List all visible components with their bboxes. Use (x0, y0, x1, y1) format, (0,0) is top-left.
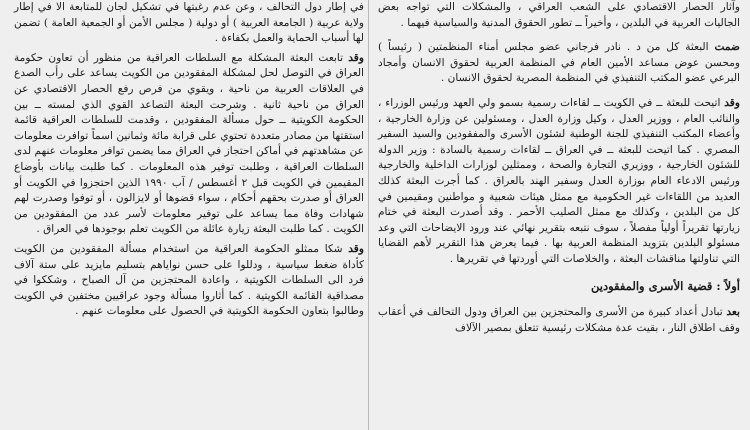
paragraph (14, 51, 364, 238)
left-column (14, 0, 364, 320)
paragraph-text: اتيحت للبعثة ــ في الكويت ــ لقاءات رسمية بسمو ولي العهد ورئيس الوزراء ، والنائب العام ، ووزير العدل ، وكيل وزارة العدل ، ومسئولين عن وزارة الخارجية ، وأعضاء المكتب التنفيذي للجنة الوطنية لشئون الأسرى والمفقودين والسيد السفير المصري . كما اتيحت للبعثة ــ في العراق ــ لقاءات رسمية بالسادة : وزير الدولة للشئون الخارجية ، ووزيري التجارة والصحة ، وممثلين لوزارات الداخلية والخارجية ورئيس الادعاء العام بوزارة العدل وسفير الهند بالعراق . كما أجرت البعثة كذلك العديد من اللقاءات غير الحكومية مع ممثل هيئات شعبية و مواطنين ومقيمين في كل من البلدين ، وكذلك مع ممثل الصليب الأحمر . وقد أصدرت البعثة في ختام زيارتها تقريراً أولياً مفصلاً ، سوف نتبعه بتقرير نهائي عند ورود الايضاحات التي وعد مسئولو البلدين بتزويد المنظمة العربية بها . فيما يعرض هذا التقرير لأهم القضايا التي تناولتها مناقشات البعثة ، والخلاصات التي أوردتها في تقريرها . (378, 96, 740, 265)
paragraph: وآثار الحصار الاقتصادي على الشعب العراقي ، والمشكلات التي تواجه بعض الجاليات العربية في البلدين ، وأخيراً ــ تطور الحقوق المدنية والسياسية فيهما . (378, 1, 740, 29)
paragraph: في إطار دول التحالف ، وعن عدم رغبتها في تشكيل لجان للمتابعة الا في إطار ولاية عربية ( الجامعة العربية ) أو دولية ( مجلس الأمن أو الجمعية العامة ) تضمن لها أسباب الحماية والعمل بكفاءة . (14, 1, 364, 45)
lead-word: وقد (724, 96, 740, 109)
paragraph-text: شكا ممثلو الحكومة العراقية من استخدام مسألة المفقودين من الكويت كأداة ضغط سياسية ، ودللوا على حسن نواياهم بتسليم مايزيد على ستة آلاف فرد الى السلطات الكويتية ، واعادة المحتجزين من آل الصباح ، وشككوا في مصداقية القائمة الكويتية . كما أثاروا مسألة وجود عراقيين مختفين في الكويت وطالبوا بتعاون الحكومة الكويتية في الحصول على معلومات عنهم . (14, 242, 364, 318)
paragraph (378, 305, 740, 336)
lead-word: وقد (348, 242, 364, 255)
lead-word: ضمت (714, 41, 740, 54)
right-column (378, 0, 740, 336)
paragraph (378, 40, 740, 87)
paragraph-text: تابعت البعثة المشكلة مع السلطات العراقية من منظور أن تعاون حكومة العراق في التوصل لحل لمشكلة المفقودين من الكويت يساعد على رأب الصدع في العلاقات العربية من ناحية ، ويقوي من فرص رفع الحصار الاقتصادي عن العراق من ناحية ثانية . وشرحت البعثة التصاعد القوي الذي لمسته ــ بين الحكومة الكويتية ــ حول مسألة المفقودين ، وقدمت للسلطات العراقية قائمة استقتها من مصادر متعددة تحتوي على قرابة مائة وثمانين اسماً توافرت معلومات عن مشاهدتهم في أماكن احتجاز في العراق مما يضمن توافر معلومات عنهم لدى السلطات العراقية ، وطلبت توفير هذه المعلومات . كما طلبت بيانات بأوضاع المقيمين في الكويت قبل ٢ أغسطس / آب ١٩٩٠ الذين احتجزوا في الكويت أو العراق أو صدرت بحقهم أحكام ، سواء قضوها أو لايزالون ، أو توفوا وصدرت لهم شهادات وفاة مما يساعد على توفير معلومات لأسر عدد من المفقودين من الكويت . كما طلبت البعثة زيارة عائلة من الكويت تعلم بوجودها في العراق . (14, 51, 365, 236)
lead-word: بعد (726, 306, 740, 319)
section-heading: أولاً : قضية الأسرى والمفقودين (591, 278, 740, 293)
paragraph (14, 242, 364, 320)
paragraph (378, 96, 740, 268)
paragraph-text: تبادل أعداد كبيرة من الأسرى والمحتجزين بين العراق ودول التحالف في أعقاب وقف اطلاق النار ، بقيت عدة مشكلات رئيسية تتعلق بمصير الآلاف (378, 306, 740, 334)
lead-word: وقد (348, 51, 364, 64)
column-divider (368, 0, 369, 430)
paragraph-text: البعثة كل من د . نادر فرجاني عضو مجلس أمناء المنظمتين ( رئيساً ) ومحسن عوض مساعد الأمين العام في المنظمة العربية لحقوق الانسان وأمجاد البرعي عضو المكتب التنفيذي في المنظمة المصرية لحقوق الانسان . (378, 41, 740, 85)
